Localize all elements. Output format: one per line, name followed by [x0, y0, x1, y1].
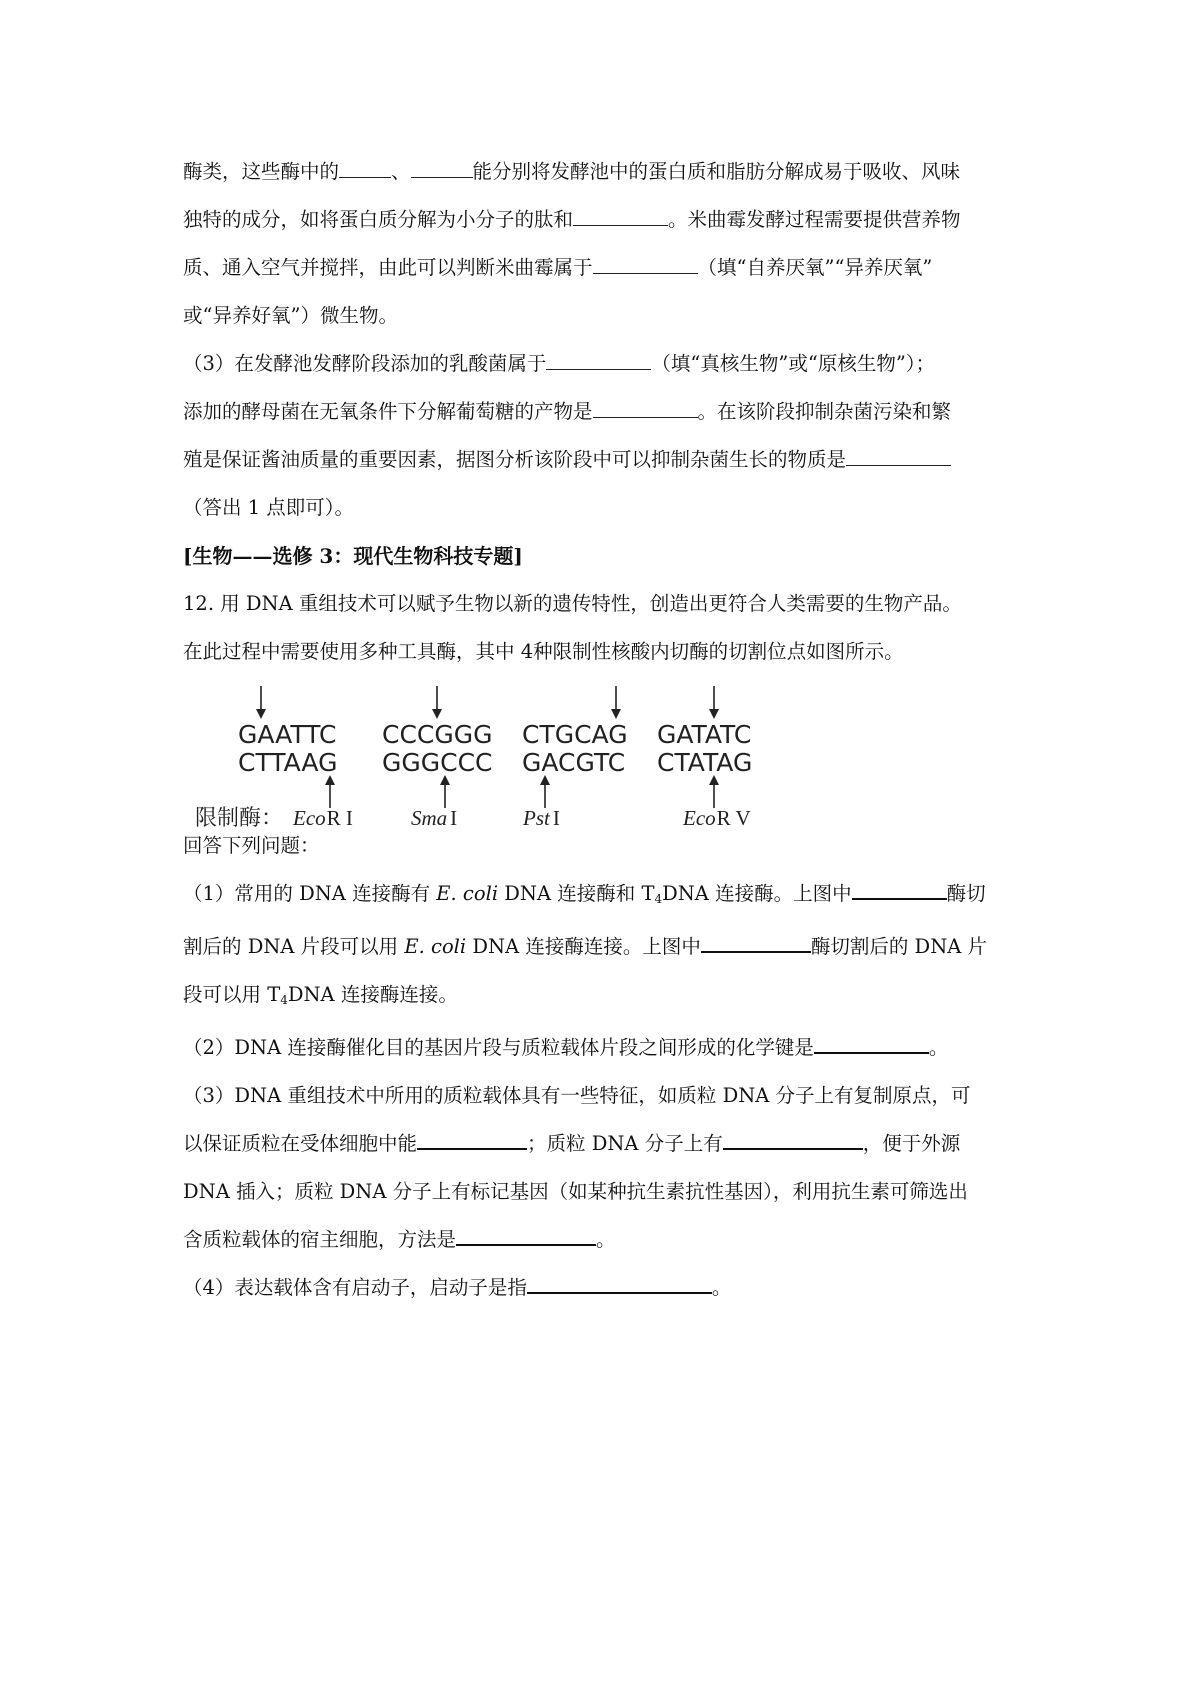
document-page	[183, 148, 1028, 1312]
text: 以保证质粒在受体细胞中能	[183, 1132, 418, 1155]
answer-blank[interactable]	[573, 206, 668, 226]
text: DNA 连接酶和 T	[504, 882, 655, 905]
restriction-site-svg	[183, 680, 1028, 830]
answer-blank[interactable]	[701, 932, 811, 953]
para2-line4: （答出 1 点即可）。	[183, 496, 355, 519]
answer-blank[interactable]	[546, 350, 651, 370]
text: DNA 连接酶。上图中	[662, 882, 852, 905]
seq-top-smai: CCCGGG	[382, 720, 493, 749]
sub1-line1	[183, 870, 1028, 923]
label-psti: Pst I	[523, 806, 560, 830]
answer-blank[interactable]	[527, 1273, 712, 1294]
para2-line3	[183, 436, 1028, 484]
seq-bottom-ecori: CTTAAG	[238, 748, 338, 777]
section-heading: [生物——选修 3：现代生物科技专题]	[183, 544, 523, 568]
sub3-line2	[183, 1120, 1028, 1168]
text: 质、通入空气并搅拌，由此可以判断米曲霉属于	[183, 256, 593, 279]
para1-line3	[183, 244, 1028, 292]
answer-blank[interactable]	[723, 1129, 863, 1150]
label-smai: Sma I	[411, 806, 458, 830]
answer-blank[interactable]	[846, 446, 951, 466]
sub2-line	[183, 1024, 1028, 1072]
text: ，便于外源	[862, 1132, 961, 1155]
answer-blank[interactable]	[456, 1225, 596, 1246]
ecoli-text: E. coli	[404, 935, 467, 958]
q12-line2: 在此过程中需要使用多种工具酶，其中 4种限制性核酸内切酶的切割位点如图所示。	[183, 640, 904, 663]
seq-top-ecori: GAATTC	[238, 720, 337, 749]
para1-line4: 或“异养好氧”）微生物。	[183, 304, 398, 327]
text: 。米曲霉发酵过程需要提供营养物	[668, 208, 961, 231]
seq-bottom-smai: GGGCCC	[382, 748, 493, 777]
text: 添加的酵母菌在无氧条件下分解葡萄糖的产物是	[183, 400, 593, 423]
sub1-line3	[183, 971, 1028, 1024]
answer-blank[interactable]	[417, 1129, 527, 1150]
answer-blank[interactable]	[814, 1033, 929, 1054]
answer-blank[interactable]	[852, 879, 947, 900]
text: 能分别将发酵池中的蛋白质和脂肪分解成易于吸收、风味	[472, 160, 961, 183]
seq-bottom-psti: GACGTC	[522, 748, 626, 777]
sub1-line2	[183, 923, 1028, 971]
seq-top-psti: CTGCAG	[522, 720, 628, 749]
text: （3）在发酵池发酵阶段添加的乳酸菌属于	[183, 352, 547, 375]
restriction-site-diagram	[183, 680, 1028, 830]
text: （4）表达载体含有启动子，启动子是指	[183, 1276, 527, 1299]
text: （填“自养厌氧”“异养厌氧”	[697, 256, 933, 279]
text: 含质粒载体的宿主细胞，方法是	[183, 1228, 457, 1251]
para1-line2	[183, 196, 1028, 244]
text: DNA 连接酶连接。上图中	[472, 935, 701, 958]
answer-prompt: 回答下列问题：	[183, 834, 320, 857]
seq-bottom-ecorv: CTATAG	[657, 748, 753, 777]
answer-blank[interactable]	[593, 254, 698, 274]
para1-line1	[183, 148, 1028, 196]
label-ecorv: EcoR V	[683, 806, 751, 830]
sub4-line	[183, 1264, 1028, 1312]
text: 独特的成分，如将蛋白质分解为小分子的肽和	[183, 208, 574, 231]
text: 。	[928, 1036, 949, 1059]
text: （2）DNA 连接酶催化目的基因片段与质粒载体片段之间形成的化学键是	[183, 1036, 814, 1059]
text: 段可以用 T	[183, 983, 281, 1006]
text: DNA 连接酶连接。	[287, 983, 458, 1006]
text: 酶切割后的 DNA 片	[810, 935, 988, 958]
text: 酶切	[946, 882, 986, 905]
text: 。	[711, 1276, 732, 1299]
answer-blank[interactable]	[593, 398, 698, 418]
sub3-line4	[183, 1216, 1028, 1264]
sub3-line3: DNA 插入；质粒 DNA 分子上有标记基因（如某种抗生素抗性基因），利用抗生素可筛选出	[183, 1180, 968, 1203]
text: ；质粒 DNA 分子上有	[527, 1132, 723, 1155]
ecoli-text: E. coli	[436, 882, 499, 905]
text: 。在该阶段抑制杂菌污染和繁	[697, 400, 952, 423]
label-ecori: EcoR I	[293, 806, 353, 830]
sub3-line1: （3）DNA 重组技术中所用的质粒载体具有一些特征，如质粒 DNA 分子上有复制原点，可	[183, 1084, 971, 1107]
answer-blank[interactable]	[411, 158, 473, 178]
text: （1）常用的 DNA 连接酶有	[183, 882, 431, 905]
text: 。	[596, 1228, 616, 1251]
q12-line1: 12. 用 DNA 重组技术可以赋予生物以新的遗传特性，创造出更符合人类需要的生物产品。	[183, 592, 962, 615]
text: 酶类，这些酶中的	[183, 160, 340, 183]
text: 割后的 DNA 片段可以用	[183, 935, 399, 958]
label-prefix: 限制酶：	[195, 806, 284, 830]
para2-line2	[183, 388, 1028, 436]
para2-line1	[183, 340, 1028, 388]
answer-blank[interactable]	[339, 158, 391, 178]
text: 殖是保证酱油质量的重要因素，据图分析该阶段中可以抑制杂菌生长的物质是	[183, 448, 847, 471]
text: （填“真核生物”或“原核生物”）；	[651, 352, 936, 375]
subscript: 4	[280, 993, 288, 1007]
subscript: 4	[654, 892, 663, 906]
seq-top-ecorv: GATATC	[657, 720, 752, 749]
text: 、	[391, 160, 411, 183]
